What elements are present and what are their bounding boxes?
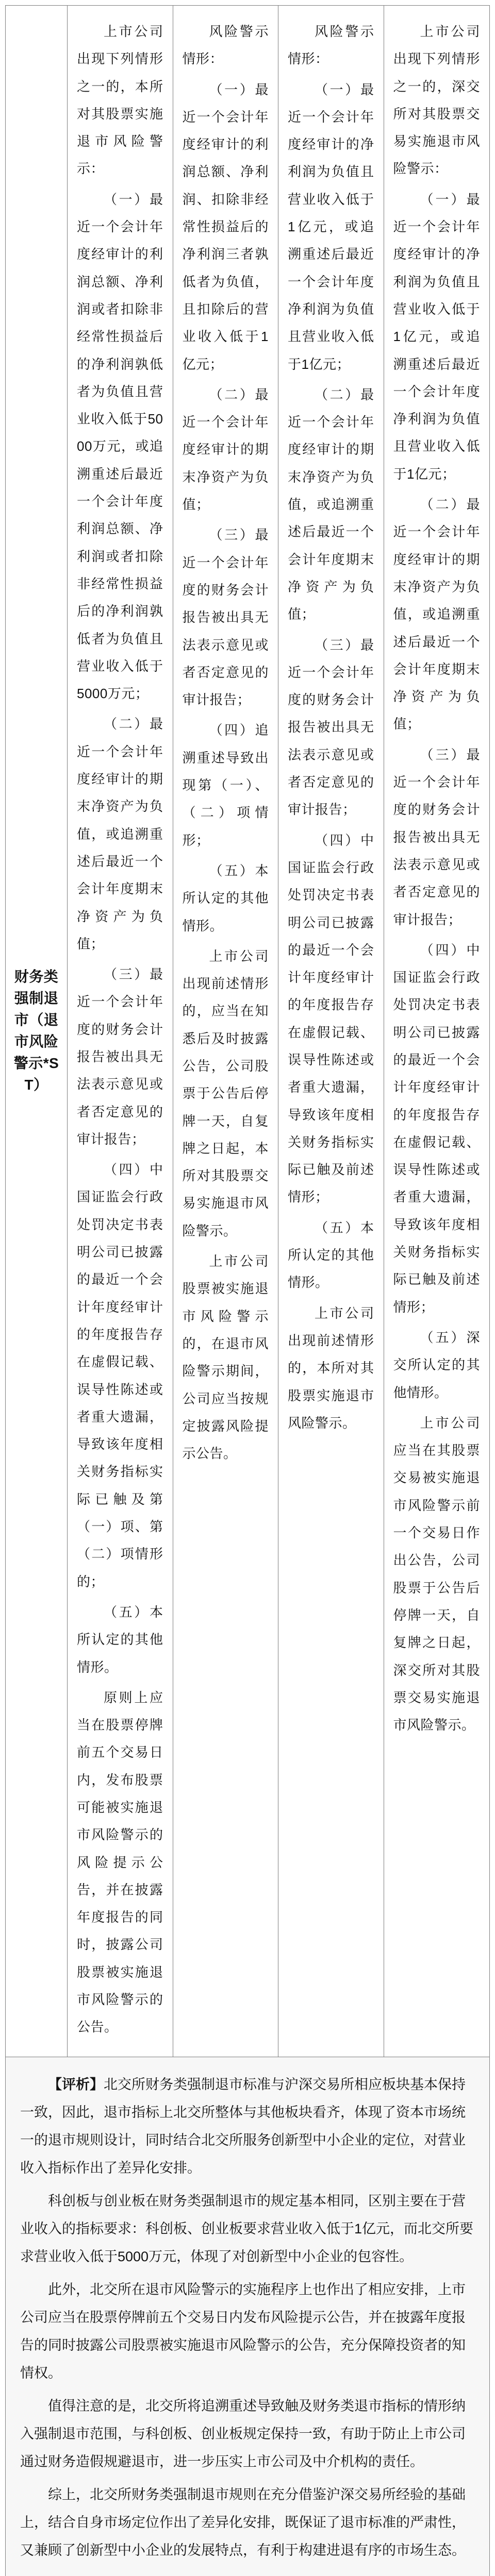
cell-paragraph: 风险警示情形： bbox=[288, 24, 374, 67]
cell-paragraph: 上市公司股票被实施退市风险警示的，在退市风险警示期间，公司应当按规定披露风险提示公告。 bbox=[182, 1253, 269, 1462]
analysis-paragraph: 科创板与创业板在财务类强制退市的规定基本相同，区别主要在于营业收入的指标要求：科创板、创业板要求营业收入低于1亿元，而北交所要求营业收入低于5000万元，体现了对创新型中小企业的包容性。 bbox=[20, 2193, 474, 2264]
cell-paragraph: 上市公司应当在其股票交易被实施退市风险警示前一个交易日作出公告，公司股票于公告后停牌一天，自复牌之日起，深交所对其股票交易实施退市风险警示。 bbox=[393, 1415, 480, 1733]
cell-paragraph: （三）最近一个会计年度的财务会计报告被出具无法表示意见或者否定意见的审计报告； bbox=[182, 527, 269, 708]
analysis-note bbox=[6, 2057, 489, 2576]
cell-paragraph: （五）本所认定的其他情形。 bbox=[182, 862, 269, 934]
cell-paragraph: 上市公司出现下列情形之一的，深交所对其股票交易实施退市风险警示： bbox=[393, 24, 480, 177]
cell-paragraph: 上市公司出现前述情形的，本所对其股票实施退市风险警示。 bbox=[288, 1305, 374, 1431]
analysis-paragraph: 综上，北交所财务类强制退市规则在充分借鉴沪深交易所经验的基础上，结合自身市场定位作出了差异化安排，既保证了退市标准的严肃性，又兼顾了创新型中小企业的发展特点，有利于构建进退有序的市场生态。 bbox=[20, 2486, 466, 2558]
analysis-tag: 【评析】 bbox=[48, 2076, 104, 2092]
cell-paragraph: （四）追溯重述导致出现第（一）、（二）项情形； bbox=[182, 722, 269, 848]
cell-paragraph: （一）最近一个会计年度经审计的利润总额、净利润、扣除非经常性损益后的净利润三者孰低者为负值，且扣除后的营业收入低于1亿元； bbox=[182, 81, 269, 372]
cell-paragraph: （四）中国证监会行政处罚决定书表明公司已披露的最近一个会计年度经审计的年度报告存在虚假记载、误导性陈述或者重大遗漏，导致该年度相关财务指标实际已触及前述情形； bbox=[288, 832, 374, 1205]
cell-paragraph: 上市公司出现前述情形的，应当在知悉后及时披露公告，公司股票于公告后停牌一天，自复牌之日起，本所对其股票交易实施退市风险警示。 bbox=[182, 948, 269, 1239]
table-cell bbox=[278, 6, 384, 2057]
analysis-paragraph: 【评析】北交所财务类强制退市标准与沪深交易所相应板块基本保持一致，因此，退市指标上北交所整体与其他板块看齐，体现了资本市场统一的退市规则设计，同时结合北交所服务创新型中小企业的定位，对营业收入指标作出了差异化安排。 bbox=[20, 2076, 466, 2176]
analysis-paragraph: 值得注意的是，北交所将追溯重述导致触及财务类退市指标的情形纳入强制退市范围，与科创板、创业板规定保持一致，有助于防止上市公司通过财务造假规避退市，进一步压实上市公司及中介机构的责任。 bbox=[20, 2398, 466, 2469]
row-label: 财务类强制退市（退市风险警示*ST） bbox=[6, 6, 68, 2057]
cell-paragraph: （三）最近一个会计年度的财务会计报告被出具无法表示意见或者否定意见的审计报告； bbox=[77, 967, 163, 1147]
table-cell bbox=[384, 6, 490, 2057]
cell-paragraph: （二）最近一个会计年度经审计的期末净资产为负值，或追溯重述后最近一个会计年度期末净资产为负值； bbox=[288, 386, 374, 622]
cell-paragraph: （四）中国证监会行政处罚决定书表明公司已披露的最近一个会计年度经审计的年度报告存在虚假记载、误导性陈述或者重大遗漏，导致该年度相关财务指标实际已触及第（一）项、第（二）项情形的； bbox=[77, 1162, 163, 1589]
cell-paragraph: （五）本所认定的其他情形。 bbox=[77, 1604, 163, 1675]
cell-paragraph: （一）最近一个会计年度经审计的利润总额、净利润或者扣除非经常性损益后的净利润孰低者为负值且营业收入低于5000万元，或追溯重述后最近一个会计年度利润总额、净利润或者扣除非经常性损益后的净利润孰低者为负值且营业收入低于5000万元； bbox=[77, 191, 163, 702]
cell-paragraph: （二）最近一个会计年度经审计的期末净资产为负值，或追溯重述后最近一个会计年度期末净资产为负值； bbox=[393, 497, 480, 732]
table-cell bbox=[68, 6, 173, 2057]
cell-paragraph: （四）中国证监会行政处罚决定书表明公司已披露的最近一个会计年度经审计的年度报告存在虚假记载、误导性陈述或者重大遗漏，导致该年度相关财务指标实际已触及前述情形； bbox=[393, 942, 480, 1315]
table-cell bbox=[173, 6, 279, 2057]
cell-paragraph: （一）最近一个会计年度经审计的净利润为负值且营业收入低于1亿元，或追溯重述后最近一个会计年度净利润为负值且营业收入低于1亿元； bbox=[288, 81, 374, 372]
cell-paragraph: 原则上应当在股票停牌前五个交易日内，发布股票可能被实施退市风险警示的风险提示公告，并在披露年度报告的同时，披露公司股票被实施退市风险警示的公告。 bbox=[77, 1689, 163, 2035]
cell-paragraph: （三）最近一个会计年度的财务会计报告被出具无法表示意见或者否定意见的审计报告； bbox=[393, 747, 480, 927]
comparison-table bbox=[5, 5, 490, 2576]
cell-paragraph: 风险警示情形： bbox=[182, 24, 269, 67]
table-row bbox=[6, 6, 489, 2057]
cell-paragraph: （二）最近一个会计年度经审计的期末净资产为负值，或追溯重述后最近一个会计年度期末净资产为负值； bbox=[77, 716, 163, 952]
cell-paragraph: （三）最近一个会计年度的财务会计报告被出具无法表示意见或者否定意见的审计报告； bbox=[288, 637, 374, 818]
analysis-paragraph: 此外，北交所在退市风险警示的实施程序上也作出了相应安排，上市公司应当在股票停牌前五个交易日内发布风险提示公告，并在披露年度报告的同时披露公司股票被实施退市风险警示的公告，充分保障投资者的知情权。 bbox=[20, 2281, 466, 2381]
cell-paragraph: （五）深交所认定的其他情形。 bbox=[393, 1329, 480, 1400]
cell-paragraph: 上市公司出现下列情形之一的，本所对其股票实施退市风险警示： bbox=[77, 24, 163, 177]
cell-paragraph: （一）最近一个会计年度经审计的净利润为负值且营业收入低于1亿元，或追溯重述后最近一个会计年度净利润为负值且营业收入低于1亿元； bbox=[393, 191, 480, 482]
analysis-row bbox=[6, 2057, 489, 2576]
cell-paragraph: （五）本所认定的其他情形。 bbox=[288, 1219, 374, 1291]
cell-paragraph: （二）最近一个会计年度经审计的期末净资产为负值； bbox=[182, 386, 269, 513]
